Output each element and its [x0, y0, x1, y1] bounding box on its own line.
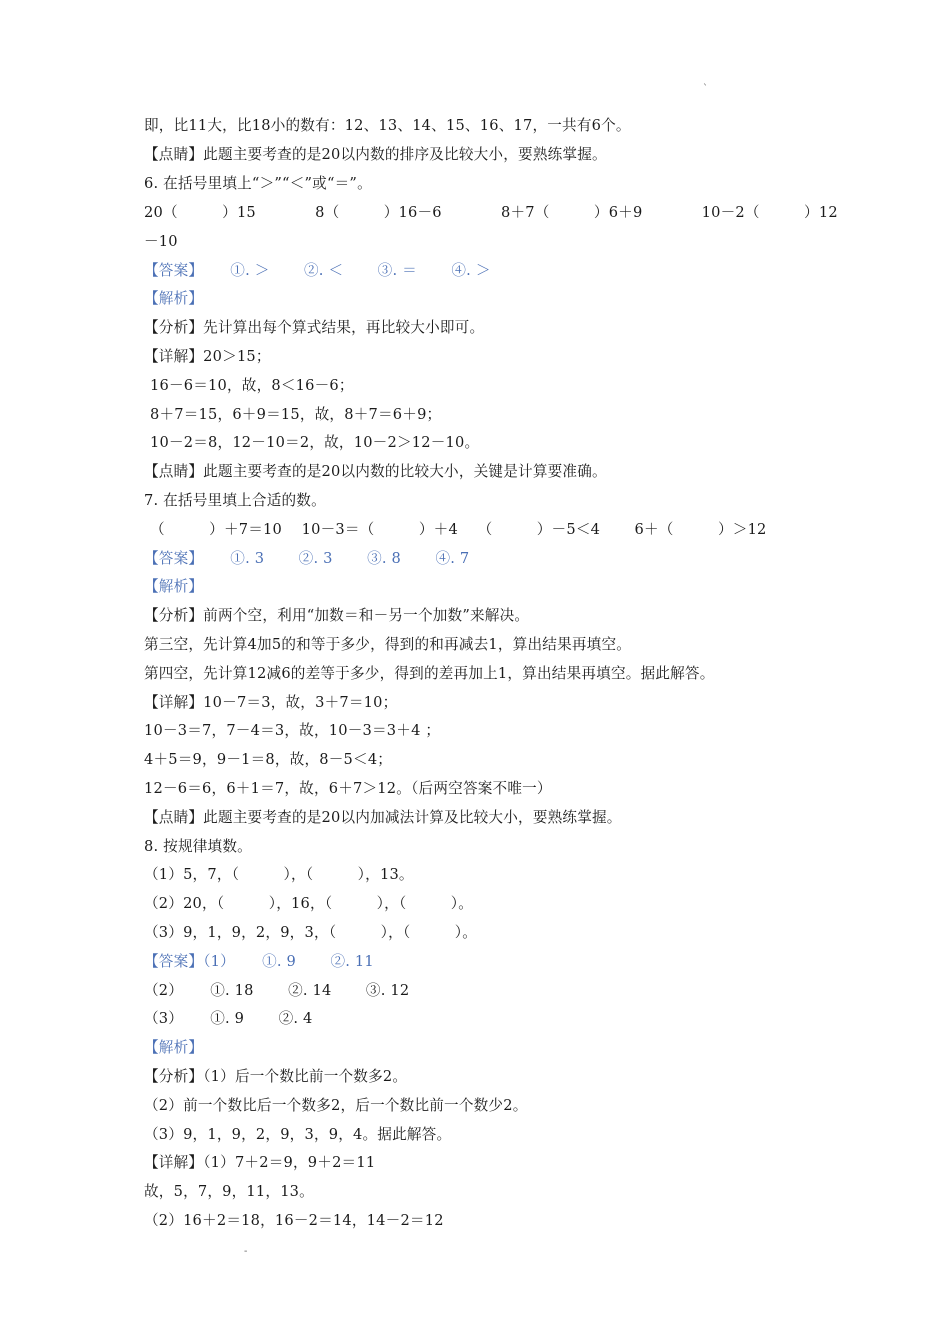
jiexi-label: 【解析】 — [144, 290, 204, 307]
text-line: （3）9，1，9，2，9，3，9，4。据此解答。 — [144, 1126, 452, 1143]
text-line: 8＋7＝15，6＋9＝15，故，8＋7＝6＋9； — [150, 406, 442, 423]
answer-line-3: （3） ①. 9 ②. 4 — [144, 1010, 313, 1027]
jiexi-label: 【解析】 — [144, 1039, 204, 1056]
fenxi-line: 【分析】（1）后一个数比前一个数多2。 — [144, 1068, 408, 1085]
header-mark: ` — [703, 84, 708, 95]
text-line: 故，5，7，9，11，13。 — [144, 1183, 314, 1200]
question-6-title: 6. 在括号里填上“＞”“＜”或“＝”。 — [144, 175, 372, 192]
question-7-title: 7. 在括号里填上合适的数。 — [144, 492, 326, 509]
text-line: 16－6＝10，故，8＜16－6； — [150, 377, 354, 394]
text-line: 10－3＝7，7－4＝3，故，10－3＝3＋4 ； — [144, 722, 441, 739]
dianjing-note: 【点睛】此题主要考查的是20以内加减法计算及比较大小，要熟练掌握。 — [144, 809, 622, 826]
question-8-item-3: （3）9，1，9，2，9，3，（ ），（ ）。 — [144, 924, 478, 941]
fenxi-line: 【分析】前两个空，利用“加数＝和－另一个加数”来解决。 — [144, 607, 530, 624]
xiangjie-line: 【详解】10－7＝3，故，3＋7＝10； — [144, 694, 398, 711]
jiexi-label: 【解析】 — [144, 578, 204, 595]
answer-line: 【答案】（1） ①. 9 ②. 11 — [144, 953, 374, 970]
footer-mark: - — [244, 1246, 248, 1257]
fenxi-line: 【分析】先计算出每个算式结果，再比较大小即可。 — [144, 319, 485, 336]
answer-line-2: （2） ①. 18 ②. 14 ③. 12 — [144, 982, 410, 999]
answer-line: 【答案】 ①. 3 ②. 3 ③. 8 ④. 7 — [144, 550, 470, 567]
question-7-items: （ ）＋7＝10 10－3＝（ ）＋4 （ ）－5＜4 6＋（ ）＞12 — [150, 521, 767, 538]
text-line: 即，比11大，比18小的数有：12、13、14、15、16、17，一共有6个。 — [144, 117, 631, 134]
xiangjie-line: 【详解】20＞15； — [144, 348, 271, 365]
question-6-items: 20（ ）15 8（ ）16－6 8＋7（ ）6＋9 10－2（ ）12 — [144, 204, 838, 221]
text-line: 第三空，先计算4加5的和等于多少，得到的和再减去1，算出结果再填空。 — [144, 636, 632, 653]
text-line: 第四空，先计算12减6的差等于多少，得到的差再加上1，算出结果再填空。据此解答。 — [144, 665, 715, 682]
text-line: （2）前一个数比后一个数多2，后一个数比前一个数少2。 — [144, 1097, 528, 1114]
question-6-items-cont: －10 — [144, 233, 178, 250]
text-line: （2）16＋2＝18，16－2＝14，14－2＝12 — [144, 1212, 444, 1229]
text-line: 4＋5＝9，9－1＝8，故，8－5＜4； — [144, 751, 393, 768]
question-8-item-2: （2）20，（ ），16，（ ），（ ）。 — [144, 895, 474, 912]
dianjing-note: 【点睛】此题主要考查的是20以内数的排序及比较大小，要熟练掌握。 — [144, 146, 607, 163]
question-8-item-1: （1）5，7，（ ），（ ），13。 — [144, 866, 414, 883]
text-line: 10－2＝8，12－10＝2，故，10－2＞12－10。 — [150, 434, 480, 451]
answer-line: 【答案】 ①. ＞ ②. ＜ ③. ＝ ④. ＞ — [144, 262, 491, 279]
question-8-title: 8. 按规律填数。 — [144, 838, 252, 855]
xiangjie-line: 【详解】（1）7＋2＝9，9＋2＝11 — [144, 1154, 376, 1171]
dianjing-note: 【点睛】此题主要考查的是20以内数的比较大小，关键是计算要准确。 — [144, 463, 607, 480]
text-line: 12－6＝6，6＋1＝7，故，6＋7＞12。（后两空答案不唯一） — [144, 780, 552, 797]
